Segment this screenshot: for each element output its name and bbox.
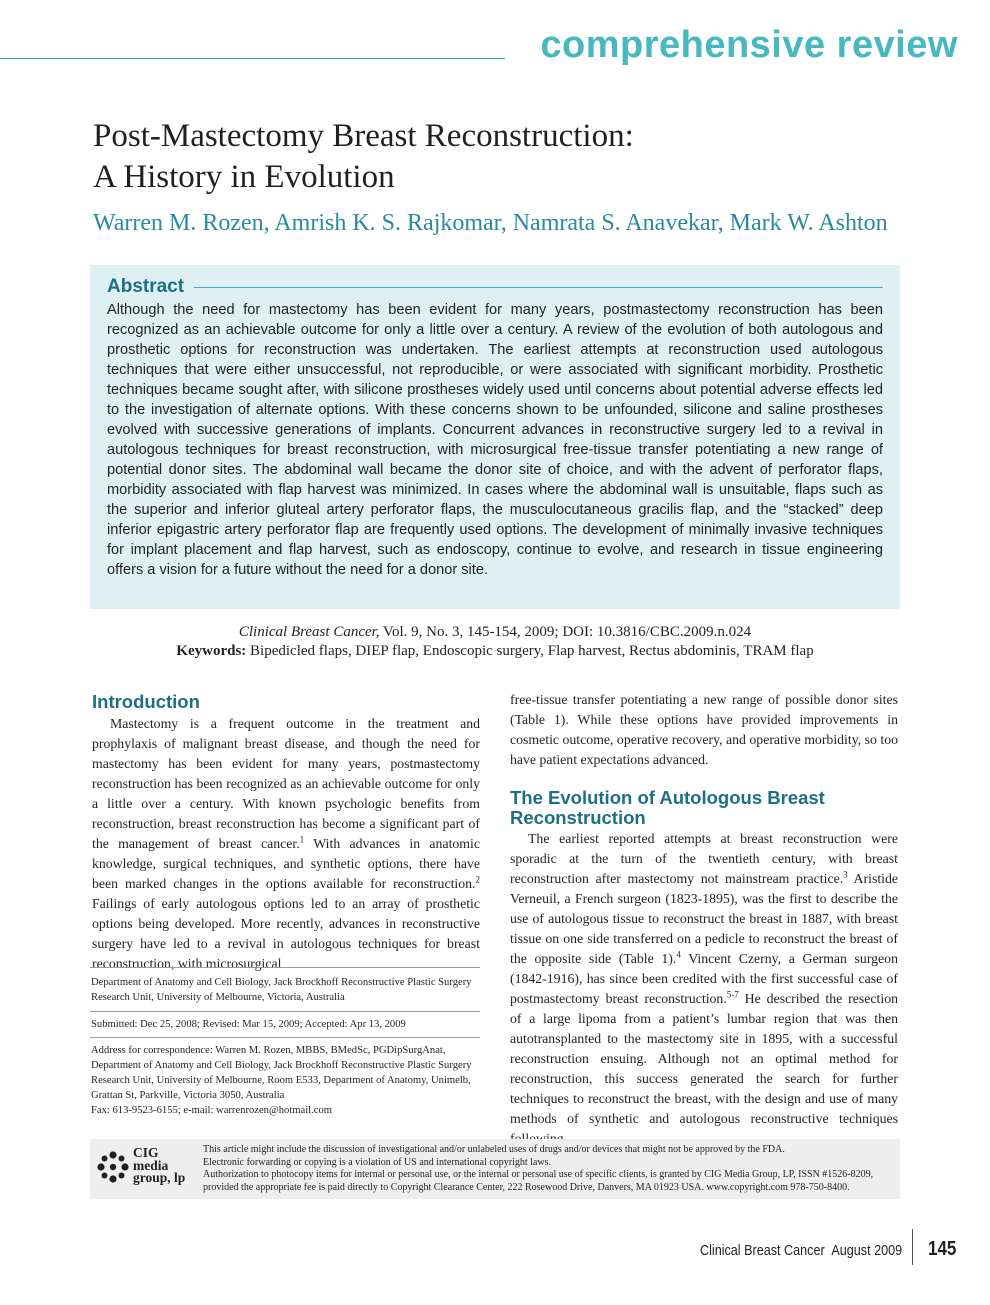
- abstract-rule: [194, 287, 883, 288]
- footnote-rule: [90, 1037, 480, 1038]
- reference-5-7: 5-7: [726, 989, 739, 1000]
- evolution-heading: The Evolution of Autologous Breast Reconstruction: [510, 787, 825, 828]
- disclaimer-line-3: Authorization to photocopy items for internal or personal use, or the internal or personal use of specific clients, is granted by CIG Media Group, LP, ISSN #1526-8209, provided the appropriate fee is paid directly to Copyright Clearance Center, 222 Rosewood Drive, Danvers, MA 01923 USA. www.copyright.com 978-750-8400.: [203, 1169, 874, 1193]
- footer-issue-date: August 2009: [831, 1242, 903, 1259]
- footer-journal-name: Clinical Breast Cancer: [700, 1242, 825, 1259]
- page-number: 145: [928, 1238, 957, 1260]
- intro-text-a: Mastectomy is a frequent outcome in the treatment and prophylaxis of malignant breast disease, and though the need for mastectomy has been evident for many years, postmastectomy reconstruction has been recognized as an achievable outcome for only a little over a century. With known psychologic benefits from reconstruction, breast reconstruction has become a significant part of the management of breast cancer.: [92, 716, 480, 851]
- introduction-heading: Introduction: [92, 691, 200, 712]
- evolution-text-c: Vincent Czerny, a German surgeon (1842-1916), has since been credited with the first successful case of postmastectomy breast reconstruction.: [510, 951, 898, 1006]
- submission-dates: Submitted: Dec 25, 2008; Revised: Mar 15, 2009; Accepted: Apr 13, 2009: [91, 1019, 406, 1030]
- publisher-logo-icon: [96, 1150, 130, 1184]
- running-footer: [700, 1242, 902, 1259]
- disclaimer-line-2: Electronic forwarding or copying is a violation of US and international copyright laws.: [203, 1156, 551, 1168]
- correspondence-contact: Fax: 613-9523-6155; e-mail: warrenrozen@hotmail.com: [91, 1105, 332, 1116]
- section-label: comprehensive review: [540, 24, 958, 66]
- correspondence-text: Address for correspondence: Warren M. Rozen, MBBS, BMedSc, PGDipSurgAnat, Department of Anatomy and Cell Biology, Jack Brockhoff Reconstructive Plastic Surgery Research Unit, University of Melbourne, Room E533, Department of Anatomy, Unimelb, Grattan St, Parkville, Victoria 3050, Australia: [91, 1045, 472, 1101]
- logo-line-2: media: [133, 1157, 169, 1173]
- author-list: Warren M. Rozen, Amrish K. S. Rajkomar, Namrata S. Anavekar, Mark W. Ashton: [93, 210, 888, 236]
- introduction-continued: free-tissue transfer potentiating a new range of possible donor sites (Table 1). While these options have provided improvements in cosmetic outcome, operative recovery, and operative morbidity, so too have patient expectations advanced.: [510, 692, 898, 767]
- reference-4: 4: [676, 949, 681, 960]
- disclaimer-text: [203, 1144, 893, 1194]
- abstract-text: Although the need for mastectomy has been evident for many years, postmastectomy reconstruction has been recognized as an achievable outcome for only a little over a century. A review of the evolution of both autologous and prosthetic options for reconstruction was undertaken. The earliest attempts at reconstruction used autologous techniques that were either unsuccessful, not reproducible, or were associated with significant morbidity. Prosthetic techniques became sought after, with silicone prostheses widely used until concerns about potential adverse effects led to the investigation of alternate options. With these concerns shown to be unfounded, silicone and saline prostheses evolved with successive generations of implants. Concurrent advances in reconstructive surgery led to a revival in autologous techniques for breast reconstruction, with microsurgical free-tissue transfer potentiating a new range of potential donor sites. The abdominal wall became the donor site of choice, and with the advent of perforator flaps, morbidity associated with flap harvest was minimized. In cases where the abdominal wall is unsuitable, flaps such as the superior and inferior gluteal artery perforator flaps, the musculocutaneous gracilis flap, and the “stacked” deep inferior epigastric artery perforator flap are frequently used options. The development of minimally invasive techniques for implant placement and flap harvest, such as endoscopy, continue to evolve, and research in tissue engineering offers a vision for a future without the need for a donor site.: [107, 302, 883, 578]
- reference-1: 1: [299, 834, 305, 845]
- footnote-rule: [90, 1011, 480, 1012]
- citation-journal: Clinical Breast Cancer,: [238, 624, 380, 640]
- title-line-2: A History in Evolution: [93, 159, 395, 195]
- article-title: [93, 116, 893, 198]
- logo-line-1: CIG: [133, 1145, 159, 1160]
- reference-3: 3: [843, 869, 848, 880]
- abstract-heading: Abstract: [107, 276, 185, 297]
- affiliation-note: Department of Anatomy and Cell Biology, Jack Brockhoff Reconstructive Plastic Surgery Research Unit, University of Melbourne, Victoria, Australia: [91, 977, 472, 1003]
- disclaimer-line-1: This article might include the discussion of investigational and/or unlabeled uses of drugs and/or devices that might not be approved by the FDA.: [203, 1144, 785, 1155]
- intro-text-c: Failings of early autologous options led to an array of prosthetic options being developed. More recently, advances in reconstructive surgery have led to a revival in autologous techniques for breast reconstruction, with microsurgical: [92, 896, 480, 971]
- introduction-paragraph: [92, 714, 480, 974]
- evolution-paragraph: [510, 829, 898, 1149]
- intro-text-b: With advances in anatomic knowledge, surgical techniques, and synthetic options, there have been marked changes in the options available for reconstruction.: [92, 836, 480, 891]
- citation-line: [90, 622, 900, 642]
- evolution-text-a: The earliest reported attempts at breast reconstruction were sporadic at the turn of the twentieth century, with breast reconstruction after mastectomy not mainstream practice.: [510, 831, 898, 886]
- keywords-line: [90, 641, 900, 661]
- keywords-list: Bipedicled flaps, DIEP flap, Endoscopic surgery, Flap harvest, Rectus abdominis, TRAM flap: [246, 643, 814, 659]
- publisher-logo-text: [133, 1147, 185, 1185]
- citation-details: Vol. 9, No. 3, 145-154, 2009; DOI: 10.3816/CBC.2009.n.024: [379, 624, 752, 640]
- keywords-label: Keywords:: [176, 643, 247, 659]
- footnote-rule: [90, 967, 480, 968]
- evolution-text-d: He described the resection of a large lipoma from a patient’s lumbar region that was then autotransplanted to the mastectomy site in 1895, with a successful reconstruction ensuing. Although not an optimal method for reconstruction, this success generated the search for further techniques to reconstruct the breast, with the design and use of many methods of synthetic and autologous reconstructive techniques: [510, 991, 898, 1126]
- footer-divider: [912, 1229, 913, 1265]
- logo-line-3: group, lp: [133, 1170, 186, 1185]
- title-line-1: Post-Mastectomy Breast Reconstruction:: [93, 118, 634, 154]
- correspondence-address: [91, 1043, 481, 1118]
- header-rule: [0, 58, 505, 59]
- reference-2: 2: [475, 874, 480, 885]
- evolution-text-b: Aristide Verneuil, a French surgeon (1823-1895), was the first to describe the use of autologous tissue to reconstruct the breast in 1887, with breast tissue on one side transferred on a pedicle to reconstruct the breast of the opposite side (Table 1).: [510, 871, 899, 966]
